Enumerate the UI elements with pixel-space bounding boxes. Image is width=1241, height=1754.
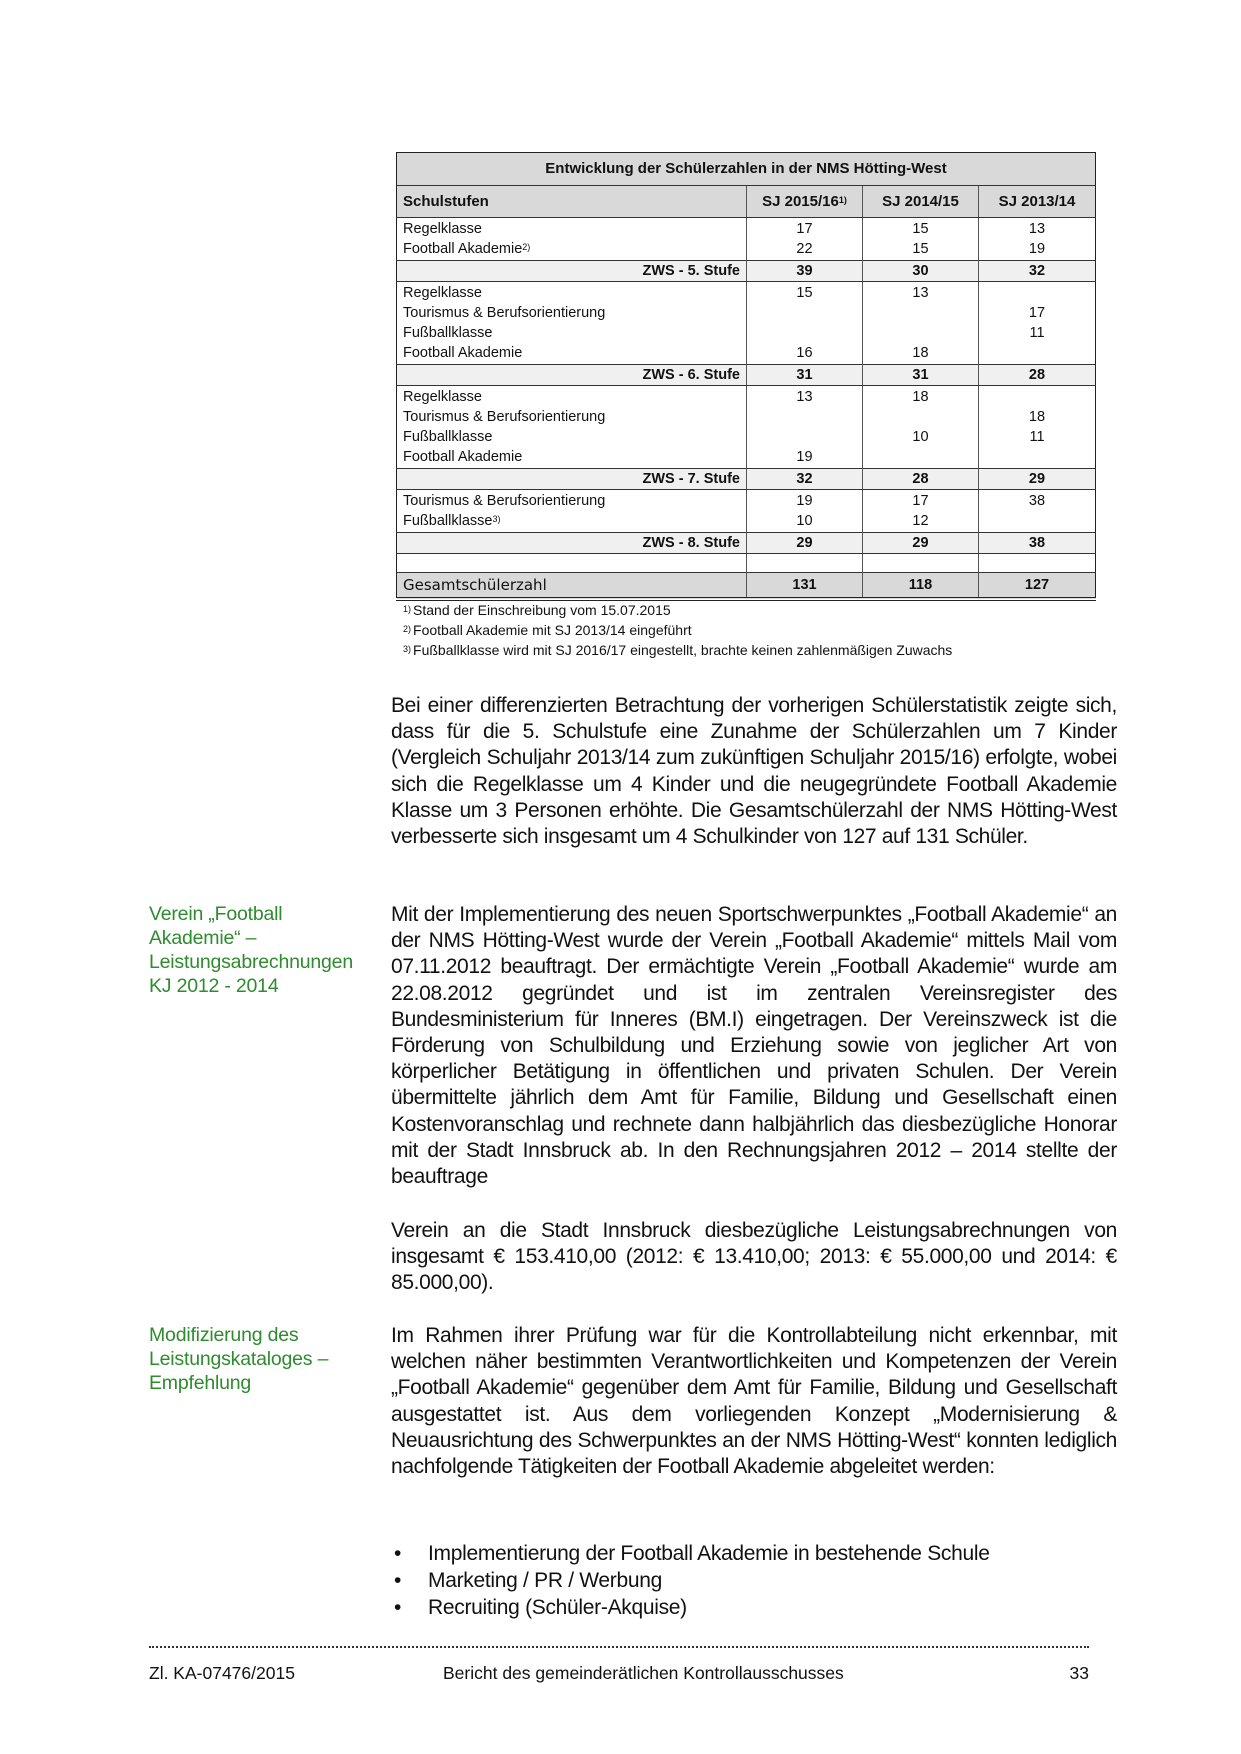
row-label xyxy=(403,511,740,531)
row-label: Regelklasse xyxy=(403,285,482,301)
cell-value xyxy=(985,511,1089,531)
group-values-sj1 xyxy=(747,490,863,533)
spacer-row xyxy=(397,554,1096,573)
subtotal-value: 38 xyxy=(979,533,1096,554)
footnote-ref: 1) xyxy=(838,194,847,205)
spacer-cell xyxy=(747,554,863,573)
list-item-text: Implementierung der Football Akademie in bestehende Schule xyxy=(428,1542,990,1565)
cell-value: 13 xyxy=(1028,221,1046,237)
cell-value xyxy=(985,283,1089,303)
subtotal-value: 31 xyxy=(863,365,979,386)
cell-value xyxy=(753,303,856,323)
cell-value xyxy=(753,323,856,343)
table-header-row xyxy=(397,186,1096,218)
footer-dotted-rule xyxy=(149,1646,1089,1648)
paragraph-statistics: Bei einer differenzierten Betrachtung der vorherigen Schülerstatistik zeigte sich, dass für die 5. Schulstufe eine Zunahme der Schülerzahlen um 7 Kinder (Vergleich Schuljahr 2013/14 zum zukünftigen Schuljahr 2015/16) erfolgte, wobei sich die Regelklasse um 4 Kinder und die neugegründete Football Akademie Klasse um 3 Personen erhöhte. Die Gesamtschülerzahl der NMS Hötting-West verbesserte sich insgesamt um 4 Schulkinder von 127 auf 131 Schüler. xyxy=(391,694,1117,849)
row-label: Fußballklasse xyxy=(403,429,493,445)
row-label: Regelklasse xyxy=(403,221,482,237)
subtotal-value: 30 xyxy=(863,261,979,282)
cell-value xyxy=(985,343,1089,363)
cell-value: 17 xyxy=(1028,305,1046,321)
footnote-mark: 3) xyxy=(403,644,412,654)
table-title: Entwicklung der Schülerzahlen in der NMS Hötting-West xyxy=(397,153,1096,186)
subtotal-row xyxy=(397,533,1096,554)
row-label: Regelklasse xyxy=(403,389,482,405)
report-title: Bericht des gemeinderätlichen Kontrollausschusses xyxy=(443,1663,844,1683)
bullet-icon: • xyxy=(394,1542,402,1565)
cell-value: 15 xyxy=(912,241,929,257)
group-values-sj2 xyxy=(863,490,979,533)
cell-value: 10 xyxy=(796,513,813,529)
group-values-sj2 xyxy=(863,386,979,469)
subtotal-row xyxy=(397,365,1096,386)
spacer-cell xyxy=(979,554,1096,573)
cell-value xyxy=(869,447,972,467)
total-value: 131 xyxy=(747,573,863,600)
cell-value: 19 xyxy=(1028,241,1046,257)
paragraph-verein: Mit der Implementierung des neuen Sportschwerpunktes „Football Akademie“ an der NMS Hötting-West wurde der Verein „Football Akademie“ mittels Mail vom 07.11.2012 beauftragt. Der ermächtigte Verein „Football Akademie“ wurde am 22.08.2012 gegründet und ist im zentralen Vereinsregister des Bundesministerium für Inneres (BM.I) eingetragen. Der Vereinszweck ist die Förderung von Schulbildung und Erziehung sowie von jeglicher Art von körperlicher Betätigung in öffentlichen und privaten Schulen. Der Verein übermittelte jährlich dem Amt für Familie, Bildung und Gesellschaft einen Kostenvoranschlag und rechnete dann halbjährlich das diesbezügliche Honorar mit der Stadt Innsbruck ab. In den Rechnungsjahren 2012 – 2014 stellte der beauftrage xyxy=(391,903,1117,1189)
margin-note-line: Leistungskataloges – xyxy=(149,1348,329,1370)
subtotal-value: 32 xyxy=(979,261,1096,282)
row-label: Fußballklasse xyxy=(403,325,493,341)
group-values-sj1 xyxy=(747,386,863,469)
footnote xyxy=(403,600,952,620)
cell-value: 17 xyxy=(796,221,813,237)
subtotal-label: ZWS - 7. Stufe xyxy=(397,469,747,490)
header-sj-2014-15: SJ 2014/15 xyxy=(863,186,979,218)
cell-value xyxy=(869,303,972,323)
list-item-text: Marketing / PR / Werbung xyxy=(428,1569,663,1592)
group-values-sj1 xyxy=(747,218,863,261)
list-item xyxy=(391,1540,1117,1567)
total-label: Gesamtschülerzahl xyxy=(397,573,747,600)
group-labels xyxy=(397,490,747,533)
total-row xyxy=(397,573,1096,600)
margin-note-line: Akademie“ – xyxy=(149,927,257,949)
row-label-text: Fußballklasse xyxy=(403,513,493,529)
subtotal-value: 28 xyxy=(863,469,979,490)
cell-value: 19 xyxy=(796,449,813,465)
cell-value: 38 xyxy=(1028,493,1046,509)
total-value: 127 xyxy=(979,573,1096,600)
row-label: Football Akademie xyxy=(403,345,523,361)
subtotal-value: 29 xyxy=(747,533,863,554)
cell-value: 13 xyxy=(796,389,813,405)
subtotal-value: 32 xyxy=(747,469,863,490)
cell-value: 10 xyxy=(912,429,929,445)
cell-value xyxy=(869,323,972,343)
margin-note-line: Leistungsabrechnungen xyxy=(149,951,353,973)
row-label: Tourismus & Berufsorientierung xyxy=(403,493,606,509)
subtotal-value: 29 xyxy=(863,533,979,554)
cell-value: 13 xyxy=(912,285,929,301)
subtotal-row xyxy=(397,261,1096,282)
margin-note-line: KJ 2012 - 2014 xyxy=(149,975,279,997)
subtotal-row xyxy=(397,469,1096,490)
subtotal-value: 31 xyxy=(747,365,863,386)
page-number: 33 xyxy=(1069,1663,1089,1683)
cell-value xyxy=(869,407,972,427)
table-title-row xyxy=(397,153,1096,186)
footnote-text: Stand der Einschreibung vom 15.07.2015 xyxy=(413,602,671,618)
cell-value: 18 xyxy=(1028,409,1046,425)
footnote-ref: 3) xyxy=(492,514,501,524)
cell-value xyxy=(753,427,856,447)
margin-note-empfehlung xyxy=(149,1323,379,1395)
footnote-mark: 1) xyxy=(403,604,412,614)
table-footnotes xyxy=(403,600,952,660)
cell-value: 18 xyxy=(912,345,929,361)
list-item xyxy=(391,1567,1117,1594)
cell-value: 11 xyxy=(1029,325,1045,341)
footnote-text: Fußballklasse wird mit SJ 2016/17 eingestellt, brachte keinen zahlenmäßigen Zuwachs xyxy=(413,642,953,658)
group-values-sj3 xyxy=(979,218,1096,261)
cell-value: 22 xyxy=(796,241,813,257)
cell-value: 18 xyxy=(912,389,929,405)
cell-value xyxy=(753,407,856,427)
group-values-sj1 xyxy=(747,282,863,365)
row-label-text: Football Akademie xyxy=(403,241,523,257)
margin-note-line: Verein „Football xyxy=(149,903,283,925)
list-item-text: Recruiting (Schüler-Akquise) xyxy=(428,1596,687,1619)
group-values-sj2 xyxy=(863,218,979,261)
margin-note-line: Empfehlung xyxy=(149,1372,252,1394)
cell-value: 11 xyxy=(1029,429,1045,445)
cell-value: 16 xyxy=(796,345,813,361)
group-labels xyxy=(397,282,747,365)
footnote xyxy=(403,640,952,660)
footnote xyxy=(403,620,952,640)
group-values-sj3 xyxy=(979,282,1096,365)
cell-value: 12 xyxy=(912,513,929,529)
header-sj-2015-16 xyxy=(747,186,863,218)
group-values-sj3 xyxy=(979,490,1096,533)
list-item xyxy=(391,1594,1117,1621)
cell-value: 17 xyxy=(912,493,929,509)
subtotal-label: ZWS - 6. Stufe xyxy=(397,365,747,386)
row-label: Football Akademie xyxy=(403,449,523,465)
cell-value: 19 xyxy=(796,493,813,509)
subtotal-value: 29 xyxy=(979,469,1096,490)
spacer-cell xyxy=(397,554,747,573)
paragraph-pruefung: Im Rahmen ihrer Prüfung war für die Kontrollabteilung nicht erkennbar, mit welchen näher bestimmten Verantwortlichkeiten und Kompetenzen der Verein „Football Akademie“ gegenüber dem Amt für Familie, Bildung und Gesellschaft ausgestattet ist. Aus dem vorliegenden Konzept „Modernisierung & Neuausrichtung des Schwerpunktes an der NMS Hötting-West“ konnten lediglich nachfolgende Tätigkeiten der Football Akademie abgeleitet werden: xyxy=(391,1324,1117,1479)
group-labels xyxy=(397,218,747,261)
margin-note-line: Modifizierung des xyxy=(149,1324,299,1346)
footnote-text: Football Akademie mit SJ 2013/14 eingeführt xyxy=(413,622,692,638)
spacer-cell xyxy=(863,554,979,573)
group-labels xyxy=(397,386,747,469)
student-numbers-table xyxy=(396,152,1096,601)
group-values-sj3 xyxy=(979,386,1096,469)
footnote-ref: 2) xyxy=(522,242,531,252)
activities-list xyxy=(391,1540,1117,1621)
row-label xyxy=(403,239,740,259)
table-group-6 xyxy=(397,282,1096,365)
cell-value: 15 xyxy=(796,285,813,301)
subtotal-label: ZWS - 5. Stufe xyxy=(397,261,747,282)
group-values-sj2 xyxy=(863,282,979,365)
total-value: 118 xyxy=(863,573,979,600)
header-sj-2015-16-label: SJ 2015/16 xyxy=(762,192,839,210)
paragraph-abrechnungen: Verein an die Stadt Innsbruck diesbezügliche Leistungsabrechnungen von insgesamt € 153.410,00 (2012: € 13.410,00; 2013: € 55.000,00 und 2014: € 85.000,00). xyxy=(391,1219,1117,1295)
cell-value xyxy=(985,387,1089,407)
bullet-icon: • xyxy=(394,1569,402,1592)
subtotal-value: 39 xyxy=(747,261,863,282)
footnote-mark: 2) xyxy=(403,624,412,634)
row-label: Tourismus & Berufsorientierung xyxy=(403,305,606,321)
subtotal-value: 28 xyxy=(979,365,1096,386)
table-group-5 xyxy=(397,218,1096,261)
bullet-icon: • xyxy=(394,1596,402,1619)
row-label: Tourismus & Berufsorientierung xyxy=(403,409,606,425)
table-group-7 xyxy=(397,386,1096,469)
table-group-8 xyxy=(397,490,1096,533)
document-reference: Zl. KA-07476/2015 xyxy=(149,1663,295,1683)
subtotal-label: ZWS - 8. Stufe xyxy=(397,533,747,554)
cell-value xyxy=(985,447,1089,467)
cell-value: 15 xyxy=(912,221,929,237)
header-schulstufen: Schulstufen xyxy=(397,186,747,218)
margin-note-verein xyxy=(149,902,379,998)
header-sj-2013-14: SJ 2013/14 xyxy=(979,186,1096,218)
